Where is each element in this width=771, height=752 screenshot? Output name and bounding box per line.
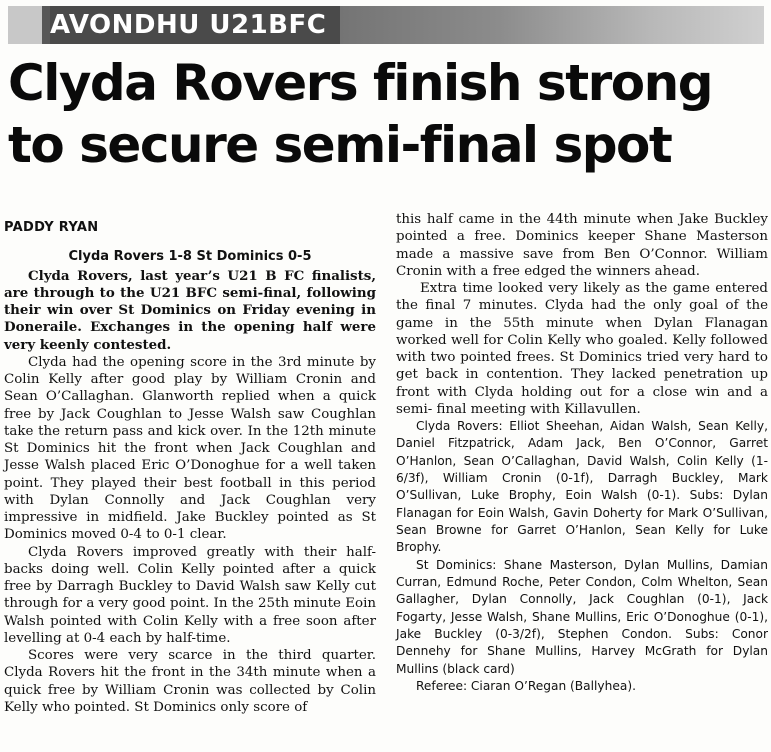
byline: PADDY RYAN xyxy=(4,220,99,235)
article-column-left xyxy=(4,219,376,716)
referee-line: Referee: Ciaran O’Regan (Ballyhea). xyxy=(416,679,636,694)
body-paragraph: Scores were very scarce in the third quarter. Clyda Rovers hit the front in the 34th minute when a quick free by William Cronin was collected by Colin Kelly who pointed. St Dominics only score of xyxy=(4,648,376,715)
team-lineup-clyda: Clyda Rovers: Elliot Sheehan, Aidan Walsh, Sean Kelly, Daniel Fitzpatrick, Adam Jack, Ben O’Connor, Garret O’Hanlon, Sean O’Callaghan, David Walsh, Colin Kelly (1-6/3f), William Cronin (0-1f), Darragh Buckley, Mark O’Sullivan, Luke Brophy, Eoin Walsh (0-1). Subs: Dylan Flanagan for Eoin Walsh, Gavin Doherty for Mark O’Sullivan, Sean Browne for Garret O’Hanlon, Sean Kelly for Luke Brophy. xyxy=(396,419,768,555)
headline xyxy=(8,52,768,176)
match-result: Clyda Rovers 1-8 St Dominics 0-5 xyxy=(68,249,312,265)
team-lineup-st-dominics: St Dominics: Shane Masterson, Dylan Mullins, Damian Curran, Edmund Roche, Peter Condon, Colm Whelton, Sean Gallagher, Dylan Connolly, Jack Coughlan (0-1), Jack Fogarty, Jesse Walsh, Shane Mullins, Eric O’Donoghue (0-1), Jake Buckley (0-3/2f), Stephen Condon. Subs: Conor Dennehy for Shane Mullins, Harvey McGrath for Dylan Mullins (black card) xyxy=(396,557,768,676)
article-column-right xyxy=(396,211,768,696)
section-label-bar xyxy=(8,6,764,44)
body-paragraph: Clyda Rovers improved greatly with their half-backs doing well. Colin Kelly pointed after a quick free by Darragh Buckley to David Walsh saw Kelly cut through for a very good point. In the 25th minute Eoin Walsh pointed with Colin Kelly with a free soon after levelling at 0-4 each by half-time. xyxy=(4,544,376,646)
headline-line-1: Clyda Rovers finish strong xyxy=(8,54,712,112)
body-paragraph: Extra time looked very likely as the game entered the final 7 minutes. Clyda had the only goal of the game in the 55th minute when Dylan Flanagan worked well for Colin Kelly who goaled. Kelly followed with two pointed frees. St Dominics tried very hard to get back in contention. They lacked penetration up front with Clyda holding out for a close win and a semi- final meeting with Killavullen. xyxy=(396,281,768,417)
body-paragraph: Clyda had the opening score in the 3rd minute by Colin Kelly after good play by William Cronin and Sean O’Callaghan. Glanworth replied when a quick free by Jack Coughlan to Jesse Walsh saw Coughlan take the return pass and kick over. In the 12th minute St Dominics hit the front when Jack Coughlan and Jesse Walsh placed Eric O’Donoghue for a well taken point. They played their best football in this period with Dylan Connolly and Jack Coughlan very impressive in midfield. Jake Buckley pointed as St Dominics moved 0-4 to 0-1 clear. xyxy=(4,354,376,543)
lead-paragraph: Clyda Rovers, last year’s U21 B FC finalists, are through to the U21 BFC semi-final, following their win over St Dominics on Friday evening in Doneraile. Exchanges in the opening half were very keenly contested. xyxy=(4,267,376,353)
section-label: AVONDHU U21BFC xyxy=(50,6,340,44)
section-label-notch xyxy=(8,6,42,44)
headline-line-2: to secure semi-final spot xyxy=(8,116,672,174)
body-paragraph-continued: this half came in the 44th minute when Jake Buckley pointed a free. Dominics keeper Shane Masterson made a massive save from Ben O’Connor. William Cronin with a free edged the winners ahead. xyxy=(396,212,768,279)
